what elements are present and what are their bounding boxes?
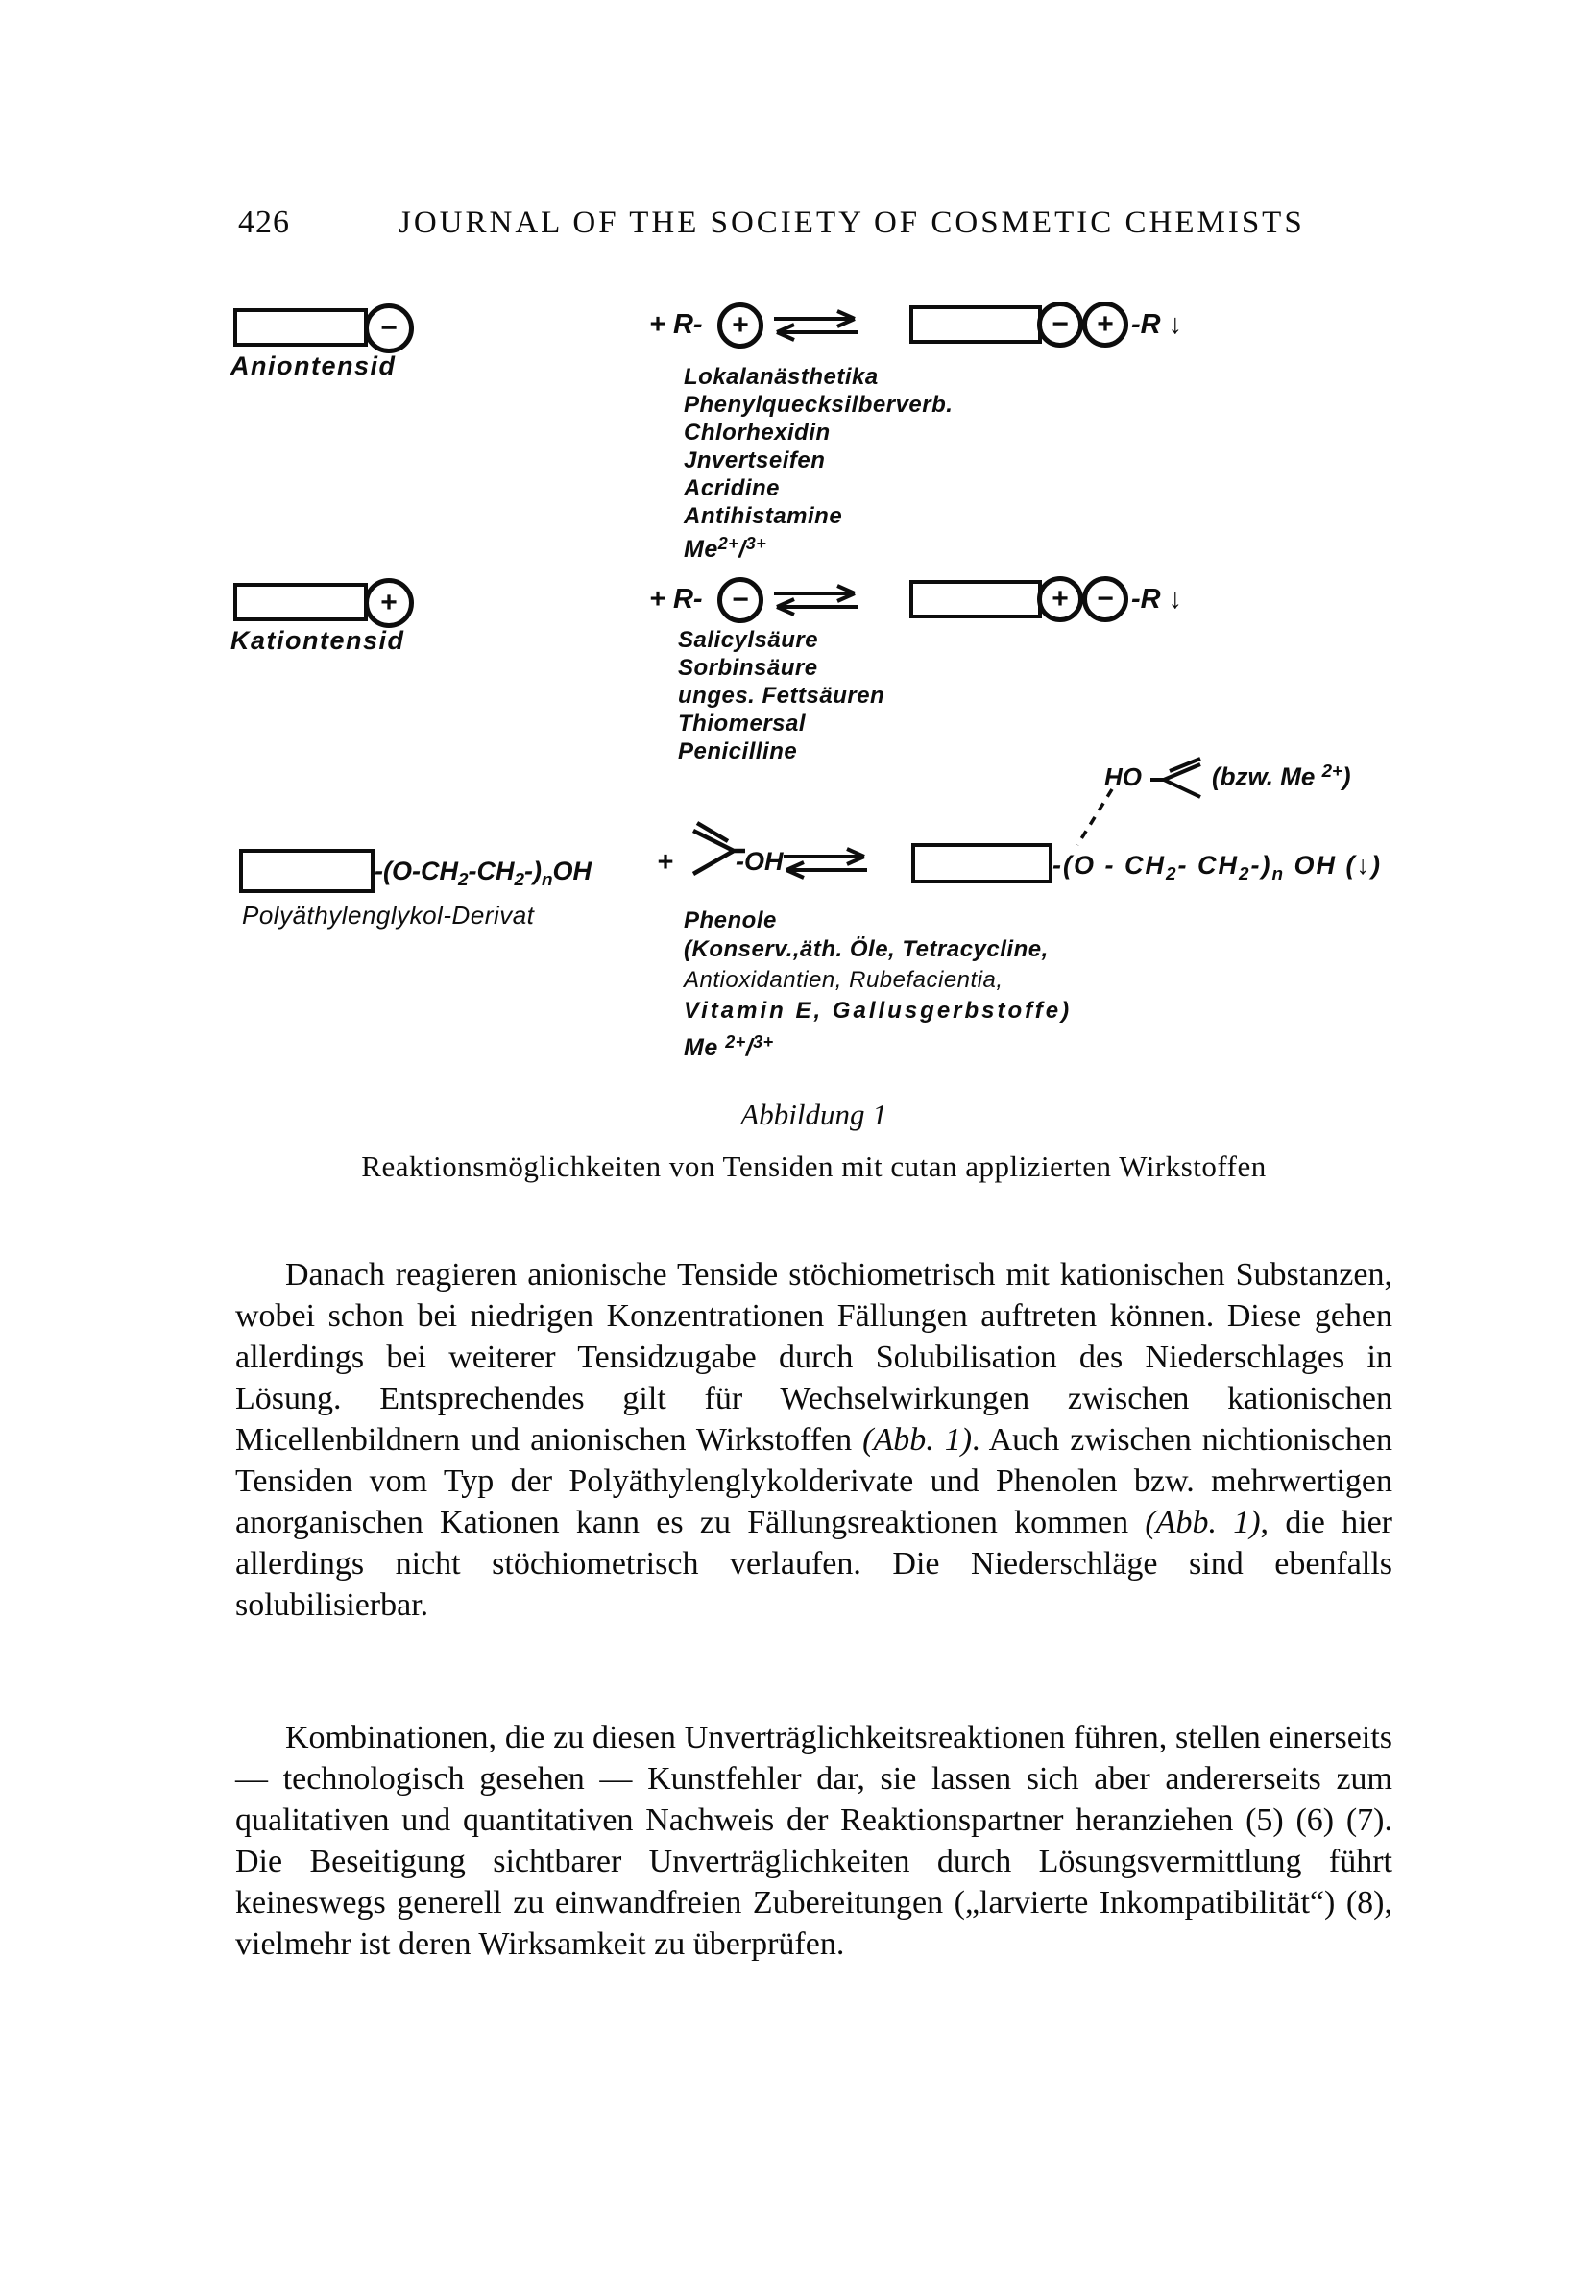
body-paragraph-1 [235, 1254, 1392, 1626]
ho-note-label: HO [1104, 762, 1142, 791]
abb-reference: (Abb. 1) [1145, 1505, 1261, 1540]
kationtensid-rect [233, 583, 368, 621]
list-item: Antihistamine [684, 503, 843, 529]
row3-substance-list [684, 906, 1072, 1063]
peg-derivat-rect [239, 849, 375, 893]
bzw-me-note: (bzw. Me $^{2+}$) [1212, 761, 1351, 791]
list-item: Jnvertseifen [684, 447, 826, 473]
row3-me-ions: Me $^{2+}$/$^{3+}$ [684, 1032, 774, 1062]
peg-derivat-label: Polyäthylenglykol-Derivat [242, 901, 535, 930]
row1-product-sign1-circle: − [1037, 302, 1083, 348]
equilibrium-arrows-icon [770, 582, 861, 618]
row2-reagent-prefix: + R- [649, 584, 703, 615]
row1-product-rect [909, 305, 1042, 344]
row1-product-tail: -R ↓ [1131, 309, 1183, 340]
row2-product-tail: -R ↓ [1131, 584, 1183, 615]
list-item: Phenylquecksilberverb. [684, 392, 954, 418]
list-item: (Konserv.,äth. Öle, Tetracycline, [684, 936, 1049, 962]
aniontensid-rect [233, 308, 368, 347]
list-item: Penicilline [678, 738, 798, 764]
journal-title: JOURNAL OF THE SOCIETY OF COSMETIC CHEMISTS [399, 205, 1305, 240]
list-item: Acridine [684, 475, 781, 501]
paragraph-text: . Auch zwischen nichtionischen Tensiden vom Typ der Polyäthylenglykolderivate und Phenolen bzw. mehrwertigen anorganischen Kationen kann es zu Fällungsreaktionen kommen [235, 1422, 1392, 1540]
row1-me-ions: $Me^{2+}/^{3+}$ [684, 534, 767, 564]
peg-formula-left: $-(O-CH_2-CH_2-)_nOH$ [375, 857, 592, 891]
list-item: Antioxidantien, Rubefacientia, [684, 967, 1004, 993]
list-item: unges. Fettsäuren [678, 683, 885, 709]
row1-reagent-prefix: + R- [649, 309, 703, 340]
row3-plus-sign: + [657, 847, 673, 878]
list-item: Thiomersal [678, 711, 807, 737]
aniontensid-label: Aniontensid [230, 351, 397, 380]
list-item: Lokalanästhetika [684, 364, 879, 390]
figure-caption-text: Reaktionsmöglichkeiten von Tensiden mit cutan applizierten Wirkstoffen [361, 1149, 1267, 1183]
equilibrium-arrows-icon [780, 845, 871, 882]
list-item: Sorbinsäure [678, 655, 818, 681]
row2-product-sign2-circle: − [1082, 576, 1128, 622]
row1-product-sign2-circle: + [1082, 302, 1128, 348]
abb-reference: (Abb. 1) [862, 1422, 973, 1458]
equilibrium-arrows-icon [770, 307, 861, 344]
row3-product-rect [911, 843, 1052, 883]
page-number: 426 [238, 205, 290, 240]
row2-product-rect [909, 580, 1042, 618]
list-item: Phenole [684, 907, 777, 933]
list-item: Vitamin E, Gallusgerbstoffe) [684, 998, 1073, 1024]
kationtensid-label: Kationtensid [230, 626, 405, 655]
row2-product-sign1-circle: + [1037, 576, 1083, 622]
paragraph-text: , die hier allerdings nicht stöchiometrisch verlaufen. Die Niederschläge sind ebenfalls solubilisierbar. [235, 1505, 1392, 1623]
paragraph-text: Danach reagieren anionische Tenside stöchiometrisch mit kationischen Substanzen, wobei schon bei niedrigen Konzentrationen Fällungen auftreten können. Diese gehen allerdings bei weiterer Tensidzugabe durch Solubilisation des Niederschlages in Lösung. Entsprechendes gilt für Wechselwirkungen zwischen kationischen Micellenbildnern und anionischen Wirkstoffen [235, 1257, 1392, 1458]
body-paragraph-2: Kombinationen, die zu diesen Unverträglichkeitsreaktionen führen, stellen einerseits — technologisch gesehen — Kunstfehler dar, sie lassen sich aber andererseits zum qualitativen und quantitativen Nachweis der Reaktionspartner heranziehen (5) (6) (7). Die Beseitigung sichtbarer Unverträglichkeiten durch Lösungsvermittlung führt keineswegs generell zu einwandfreien Zubereitungen („larvierte Inkompatibilität“) (8), vielmehr ist deren Wirksamkeit zu überprüfen. [235, 1720, 1392, 1962]
list-item: Chlorhexidin [684, 420, 831, 446]
figure-caption-title: Abbildung 1 [740, 1098, 887, 1131]
phenol-oh-label: -OH [736, 847, 784, 876]
row1-substance-list [684, 363, 953, 564]
peg-formula-right: $-(O - CH_2-$ $CH_2-)_n$ OH (↓) [1052, 851, 1383, 885]
aniontensid-head-circle: − [364, 303, 414, 353]
kationtensid-head-circle: + [364, 578, 414, 628]
list-item: Salicylsäure [678, 627, 819, 653]
row2-substance-list [678, 626, 884, 765]
row1-reagent-sign-circle: + [717, 302, 763, 349]
phenyl-ring-icon [1149, 757, 1204, 803]
row2-reagent-sign-circle: − [717, 577, 763, 623]
hydrogen-bond-dashed-line [1068, 785, 1120, 849]
